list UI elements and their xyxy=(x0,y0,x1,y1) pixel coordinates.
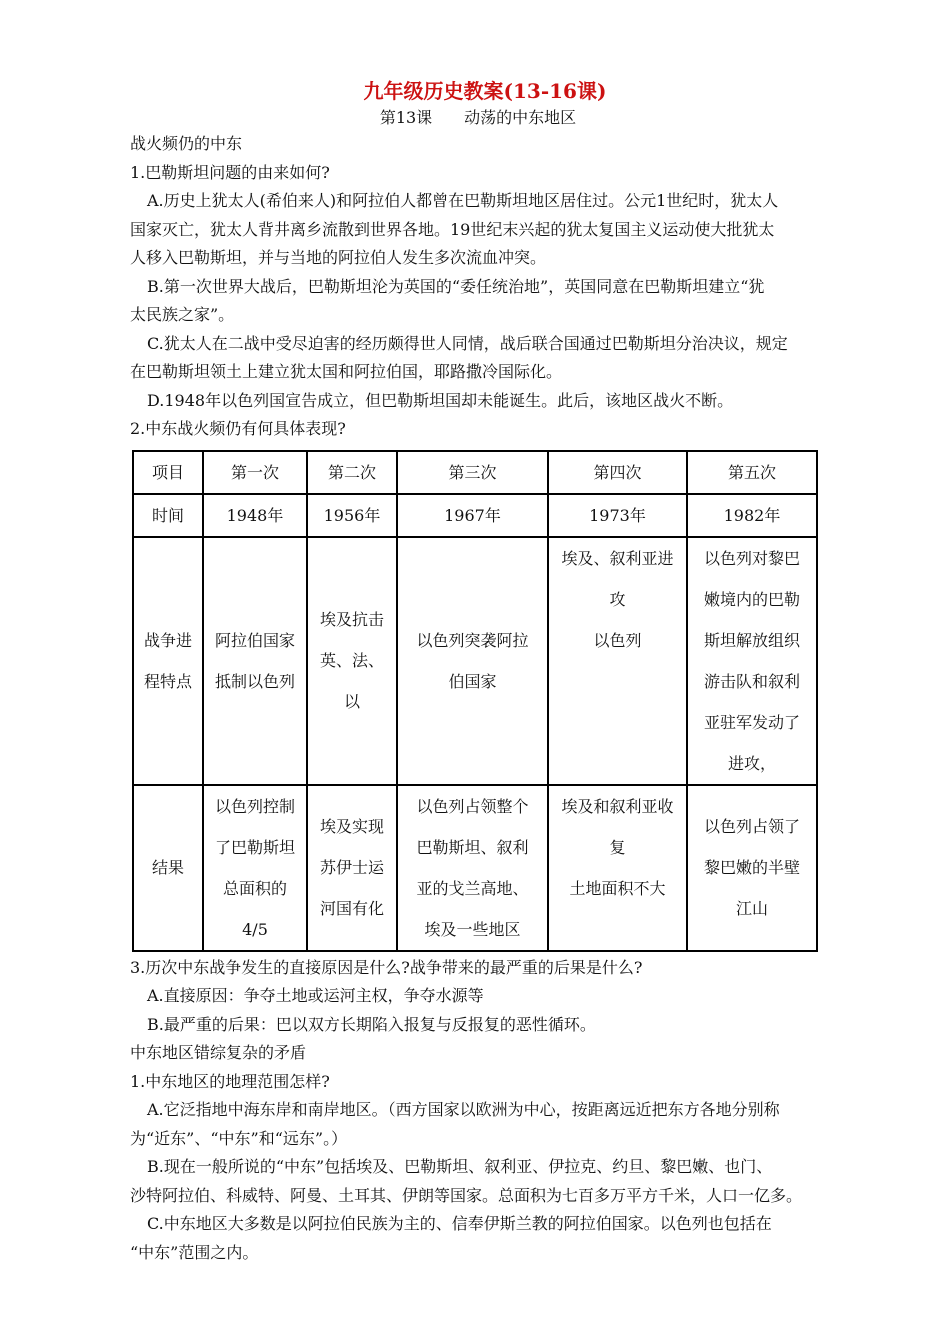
table-header-cell: 第四次 xyxy=(548,451,687,494)
table-cell: 埃及实现 苏伊士运 河国有化 xyxy=(307,785,397,951)
table-cell: 以色列占领整个 巴勒斯坦、叙利 亚的戈兰高地、 埃及一些地区 xyxy=(397,785,548,951)
table-cell: 以色列对黎巴 嫩境内的巴勒 斯坦解放组织 游击队和叙利 亚驻军发动了 进攻， xyxy=(687,537,817,785)
answer-1d: D.1948年以色列国宣告成立，但巴勒斯坦国却未能诞生。此后，该地区战火不断。 xyxy=(147,390,734,410)
question-2-1: 1.中东地区的地理范围怎样? xyxy=(130,1071,330,1091)
table-cell: 1973年 xyxy=(548,494,687,537)
table-row-process xyxy=(133,537,817,785)
table-header-row xyxy=(133,451,817,494)
section-heading-2: 中东地区错综复杂的矛盾 xyxy=(130,1043,307,1062)
table-cell: 以色列占领了 黎巴嫩的半壁 江山 xyxy=(687,785,817,951)
answer-3b: B.最严重的后果：巴以双方长期陷入报复与反报复的恶性循环。 xyxy=(147,1014,596,1034)
table-cell: 埃及和叙利亚收复 土地面积不大 xyxy=(548,785,687,951)
table-cell: 1967年 xyxy=(397,494,548,537)
table-cell: 以色列控制 了巴勒斯坦 总面积的 4/5 xyxy=(203,785,307,951)
table-cell: 以色列突袭阿拉 伯国家 xyxy=(397,537,548,785)
table-row-label: 结果 xyxy=(133,785,203,951)
table-cell: 阿拉伯国家 抵制以色列 xyxy=(203,537,307,785)
table-cell: 1982年 xyxy=(687,494,817,537)
question-2: 2.中东战火频仍有何具体表现? xyxy=(130,419,346,438)
section-heading-1: 战火频仍的中东 xyxy=(130,134,243,153)
table-cell: 埃及抗击 英、法、 以 xyxy=(307,537,397,785)
answer-1a: A.历史上犹太人(希伯来人)和阿拉伯人都曾在巴勒斯坦地区居住过。公元1世纪时，犹太人 国家灭亡，犹太人背井离乡流散到世界各地。19世纪末兴起的犹太复国主义运动使大批犹太 人移入巴勒斯坦，并与当地的阿拉伯人发生多次流血冲突。 xyxy=(130,191,779,267)
answer-3a: A.直接原因：争夺土地或运河主权，争夺水源等 xyxy=(147,986,484,1005)
middle-east-wars-table xyxy=(132,450,818,952)
table-cell: 1956年 xyxy=(307,494,397,537)
table-header-cell: 项目 xyxy=(133,451,203,494)
document-title: 九年级历史教案(13-16课) xyxy=(363,79,607,103)
table-header-cell: 第一次 xyxy=(203,451,307,494)
question-3: 3.历次中东战争发生的直接原因是什么?战争带来的最严重的后果是什么? xyxy=(130,957,643,977)
document-page xyxy=(130,76,820,1267)
table-cell: 1948年 xyxy=(203,494,307,537)
answer-1c: C.犹太人在二战中受尽迫害的经历颇得世人同情，战后联合国通过巴勒斯坦分治决议，规定 在巴勒斯坦领土上建立犹太国和阿拉伯国，耶路撒冷国际化。 xyxy=(130,333,788,381)
table-row-label: 时间 xyxy=(133,494,203,537)
table-header-cell: 第二次 xyxy=(307,451,397,494)
table-header-cell: 第五次 xyxy=(687,451,817,494)
table-row-label: 战争进 程特点 xyxy=(133,537,203,785)
lesson-subtitle: 第13课 动荡的中东地区 xyxy=(379,108,577,127)
table-row-time xyxy=(133,494,817,537)
table-header-cell: 第三次 xyxy=(397,451,548,494)
answer-2a: A.它泛指地中海东岸和南岸地区。（西方国家以欧洲为中心，按距离远近把东方各地分别称 为“近东”、“中东”和“远东”。） xyxy=(130,1100,780,1148)
answer-2c: C.中东地区大多数是以阿拉伯民族为主的、信奉伊斯兰教的阿拉伯国家。以色列也包括在 “中东”范围之内。 xyxy=(130,1214,772,1262)
answer-2b: B.现在一般所说的“中东”包括埃及、巴勒斯坦、叙利亚、伊拉克、约旦、黎巴嫩、也门、 沙特阿拉伯、科威特、阿曼、土耳其、伊朗等国家。总面积为七百多万平方千米，人口一亿多。 xyxy=(130,1157,803,1205)
table-cell: 埃及、叙利亚进攻 以色列 xyxy=(548,537,687,785)
table-row-result xyxy=(133,785,817,951)
answer-1b: B.第一次世界大战后，巴勒斯坦沦为英国的“委任统治地”，英国同意在巴勒斯坦建立“犹 太民族之家”。 xyxy=(130,276,765,324)
question-1: 1.巴勒斯坦问题的由来如何? xyxy=(130,162,330,182)
